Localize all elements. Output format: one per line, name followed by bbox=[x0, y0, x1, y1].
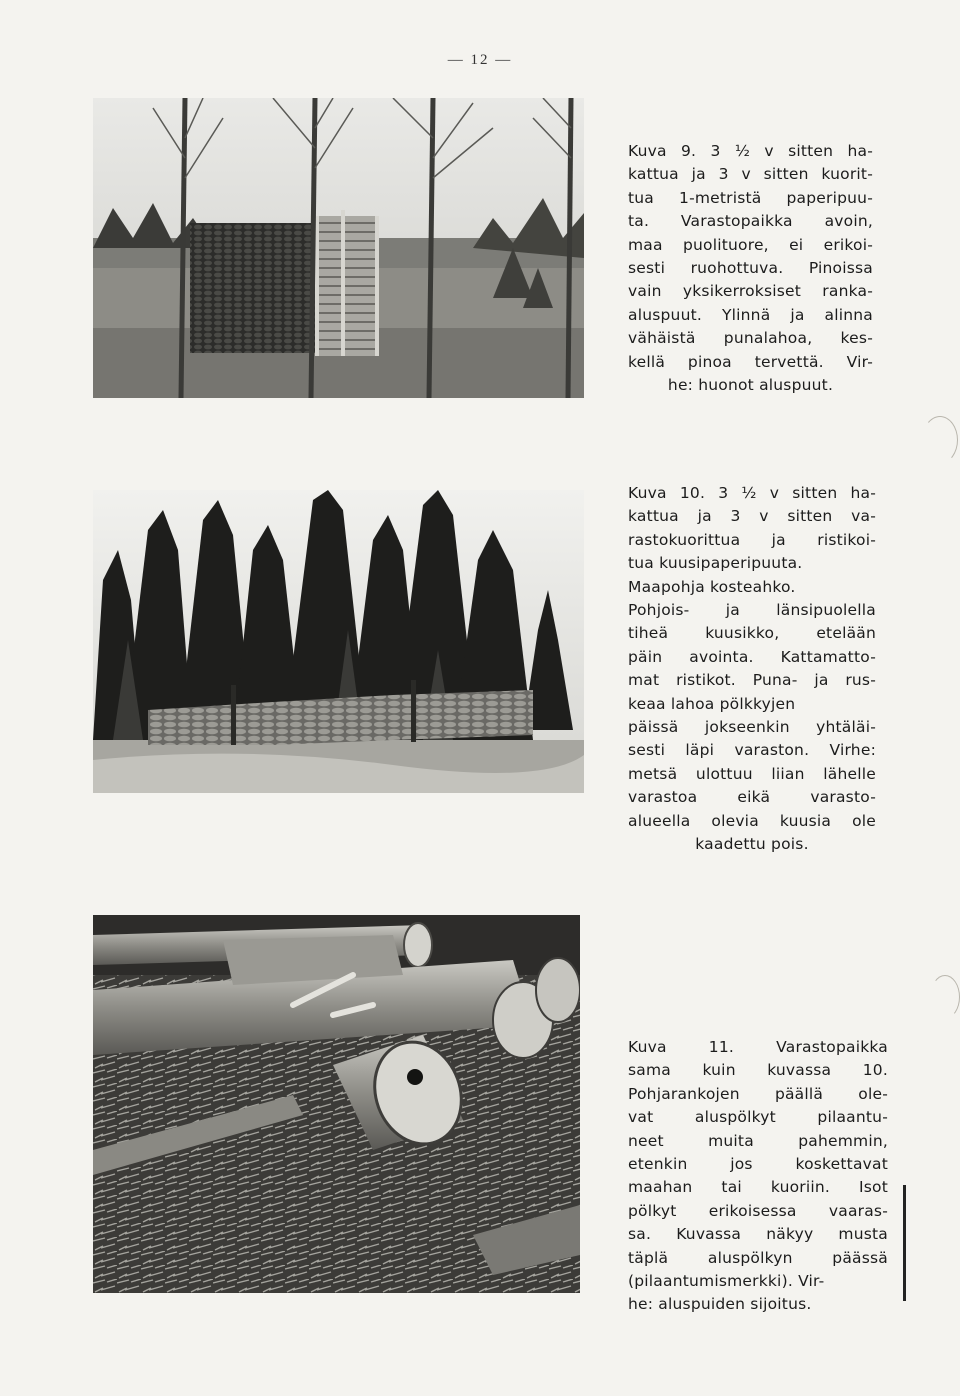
page-number: — 12 — bbox=[447, 52, 513, 68]
figure-10-photo bbox=[93, 490, 584, 793]
caption-line: maahan tai kuoriin. Isot bbox=[628, 1178, 888, 1197]
caption-line: vain yksikerroksiset ranka- bbox=[628, 282, 873, 301]
caption-line: sesti läpi varaston. Virhe: bbox=[628, 741, 876, 760]
caption-line: sa. Kuvassa näkyy musta bbox=[628, 1225, 888, 1244]
margin-mark bbox=[922, 416, 958, 464]
caption-line: alueella olevia kuusia ole bbox=[628, 811, 876, 830]
figure-9-caption bbox=[628, 140, 873, 397]
figure-10-image bbox=[93, 490, 584, 793]
margin-bar bbox=[903, 1185, 906, 1301]
caption-line: ta. Varastopaikka avoin, bbox=[628, 212, 873, 231]
caption-line: Maapohja kosteahko. bbox=[628, 577, 796, 596]
caption-line: (pilaantumismerkki). Vir- bbox=[628, 1272, 825, 1291]
caption-line: etenkin jos koskettavat bbox=[628, 1155, 888, 1174]
caption-line: Kuva 10. 3 ½ v sitten ha- bbox=[628, 484, 876, 502]
caption-line: aluspuut. Ylinnä ja alinna bbox=[628, 305, 873, 324]
caption-line: Kuva 11. Varastopaikka bbox=[628, 1038, 888, 1056]
caption-line: kattua ja 3 v sitten va- bbox=[628, 507, 876, 526]
caption-line: maa puolituore, ei erikoi- bbox=[628, 235, 873, 254]
caption-line: pölkyt erikoisessa vaaras- bbox=[628, 1201, 888, 1220]
caption-line: varastoa eikä varasto- bbox=[628, 788, 876, 807]
caption-line: kellä pinoa tervettä. Vir- bbox=[628, 352, 873, 371]
caption-line: rastokuorittua ja ristikoi- bbox=[628, 530, 876, 549]
caption-line: vähäistä punalahoa, kes- bbox=[628, 329, 873, 348]
caption-line: sama kuin kuvassa 10. bbox=[628, 1061, 888, 1080]
figure-11-photo bbox=[93, 915, 580, 1293]
caption-line: tua 1-metristä paperipuu- bbox=[628, 188, 873, 207]
caption-line: he: aluspuiden sijoitus. bbox=[628, 1295, 812, 1314]
caption-line: päissä jokseenkin yhtäläi- bbox=[628, 718, 876, 737]
caption-line: sesti ruohottuva. Pinoissa bbox=[628, 259, 873, 278]
figure-11-caption bbox=[628, 1036, 888, 1317]
caption-line: tua kuusipaperipuuta. bbox=[628, 554, 803, 573]
figure-11-image bbox=[93, 915, 580, 1293]
caption-line: tiheä kuusikko, etelään bbox=[628, 624, 876, 643]
figure-9-image bbox=[93, 98, 584, 398]
caption-line: kaadettu pois. bbox=[695, 835, 809, 854]
caption-line: mat ristikot. Puna- ja rus- bbox=[628, 671, 876, 690]
caption-line: Pohjarankojen päällä ole- bbox=[628, 1084, 888, 1103]
margin-mark bbox=[930, 975, 960, 1019]
caption-line: täplä aluspölkyn päässä bbox=[628, 1248, 888, 1267]
caption-line: keaa lahoa pölkkyjen bbox=[628, 694, 796, 713]
caption-line: vat aluspölkyt pilaantu- bbox=[628, 1108, 888, 1127]
caption-line: päin avointa. Kattamatto- bbox=[628, 647, 876, 666]
caption-line: metsä ulottuu liian lähelle bbox=[628, 764, 876, 783]
figure-10-caption bbox=[628, 482, 876, 857]
caption-line: kattua ja 3 v sitten kuorit- bbox=[628, 165, 873, 184]
caption-line: he: huonot aluspuut. bbox=[667, 376, 834, 395]
caption-line: neet muita pahemmin, bbox=[628, 1131, 888, 1150]
caption-line: Kuva 9. 3 ½ v sitten ha- bbox=[628, 142, 873, 160]
caption-line: Pohjois- ja länsipuolella bbox=[628, 601, 876, 620]
figure-9-photo bbox=[93, 98, 584, 398]
